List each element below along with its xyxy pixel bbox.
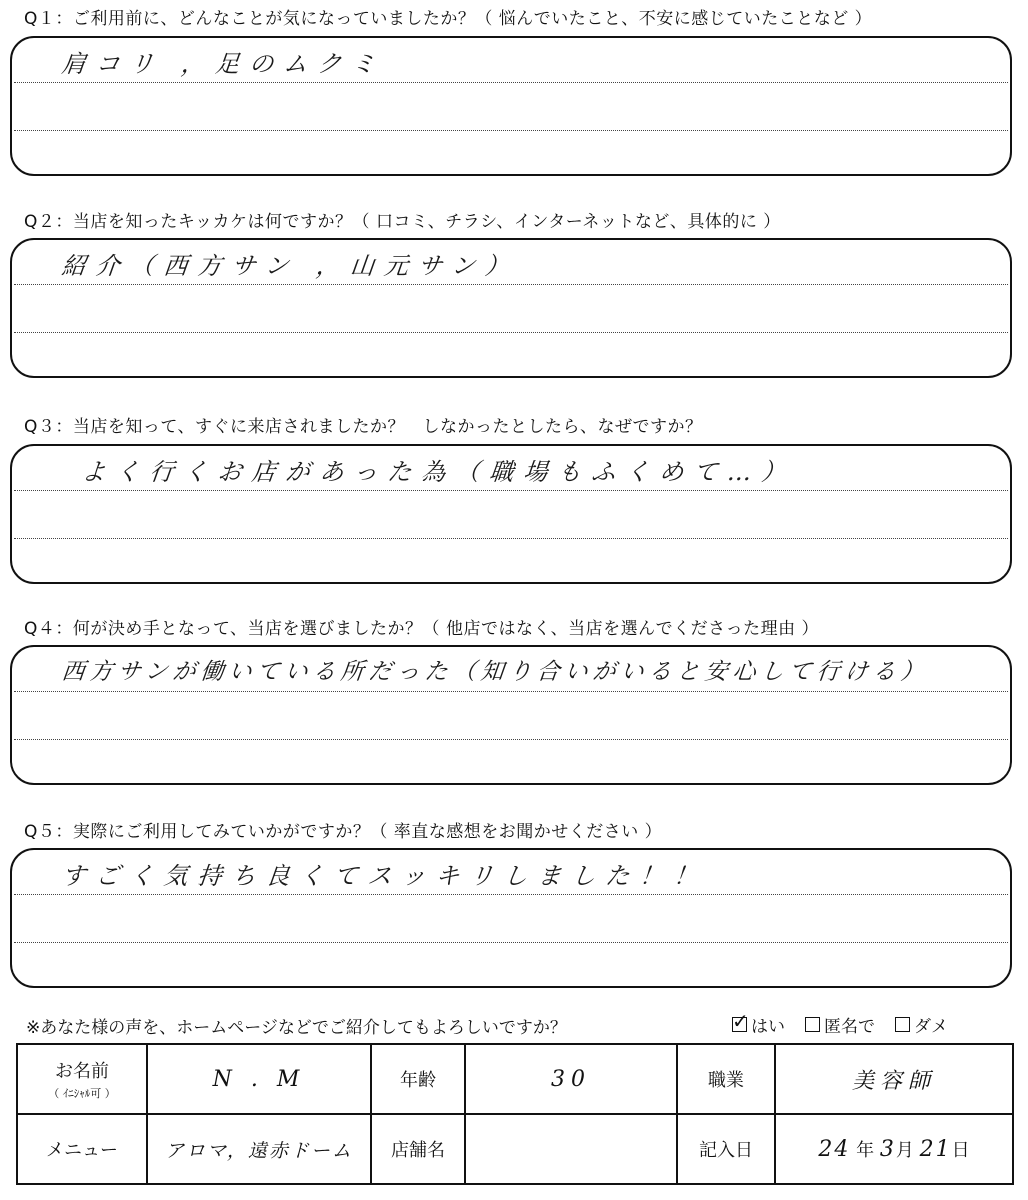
answer-4-text: 西方サンが働いている所だった（知り合いがいると安心して行ける） [60,659,930,685]
date-label: 記入日 [699,1140,753,1161]
question-5-label: Q５：実際にご利用してみていかがですか？（ 率直な感想をお聞かせください ） [24,822,663,842]
date-day: 21 [919,1137,952,1162]
question-2-label: Q２：当店を知ったキッカケは何ですか？（ 口コミ、チラシ、インターネットなど、具体的に ） [24,212,781,232]
menu-value-cell[interactable] [147,1114,371,1184]
answer-box-3 [10,444,1012,584]
answer-box-4 [10,645,1012,785]
menu-value: アロマ，遠赤ドーム [165,1139,353,1162]
name-label-cell [17,1044,147,1114]
menu-label: メニュー [46,1140,118,1161]
job-label: 職業 [708,1070,744,1091]
answer-2-text: 紹介（西方サン ，山元サン） [60,252,521,280]
date-month-label: 月 [895,1140,914,1161]
age-value: 30 [551,1066,591,1092]
answer-3-text: よく行くお店があった為（職場もふくめて…） [80,458,797,486]
checkbox-icon[interactable] [895,1017,910,1032]
option-yes[interactable] [732,1012,785,1037]
answer-box-1 [10,36,1012,176]
store-label: 店舗名 [391,1140,445,1161]
consent-question: ※あなた様の声を、ホームページなどでご紹介してもよろしいですか？ [26,1018,567,1038]
option-anonymous[interactable] [805,1012,875,1037]
job-value: 美容師 [851,1068,936,1094]
option-yes-label: はい [751,1017,785,1037]
option-no[interactable] [895,1012,948,1037]
store-label-cell [371,1114,465,1184]
answer-1-text: 肩コリ ，足のムクミ [60,50,387,78]
checkbox-icon[interactable] [805,1017,820,1032]
answer-5-text: すごく気持ち良くてスッキリしました！！ [60,862,709,890]
question-1-label: Q１：ご利用前に、どんなことが気になっていましたか？（ 悩んでいたこと、不安に感じていたことなど ） [24,9,873,29]
date-day-label: 日 [951,1140,970,1161]
date-year-label: 年 [856,1140,875,1161]
consent-options [732,1012,948,1037]
question-4-label: Q４：何が決め手となって、当店を選びましたか？（ 他店ではなく、当店を選んでくださった理由 ） [24,619,820,639]
store-value-cell[interactable] [465,1114,677,1184]
info-table [16,1043,1014,1185]
date-year: 24 [818,1137,851,1162]
menu-label-cell [17,1114,147,1184]
date-value-cell[interactable] [775,1114,1013,1184]
name-value: N . M [212,1066,306,1092]
date-label-cell [677,1114,775,1184]
question-3-label: Q３：当店を知って、すぐに来店されましたか？ しなかったとしたら、なぜですか？ [24,417,703,437]
option-anonymous-label: 匿名で [824,1017,875,1037]
age-value-cell[interactable] [465,1044,677,1114]
age-label: 年齢 [400,1070,436,1091]
option-no-label: ダメ [914,1017,948,1037]
job-label-cell [677,1044,775,1114]
answer-box-2 [10,238,1012,378]
job-value-cell[interactable] [775,1044,1013,1114]
name-sublabel: （ ｲﾆｼｬﾙ可 ） [48,1087,116,1100]
checkbox-checked-icon[interactable] [732,1017,747,1032]
info-row-1 [17,1044,1013,1114]
date-month: 3 [879,1137,896,1162]
answer-box-5 [10,848,1012,988]
name-value-cell[interactable] [147,1044,371,1114]
age-label-cell [371,1044,465,1114]
info-row-2 [17,1114,1013,1184]
name-label: お名前 [55,1061,109,1082]
